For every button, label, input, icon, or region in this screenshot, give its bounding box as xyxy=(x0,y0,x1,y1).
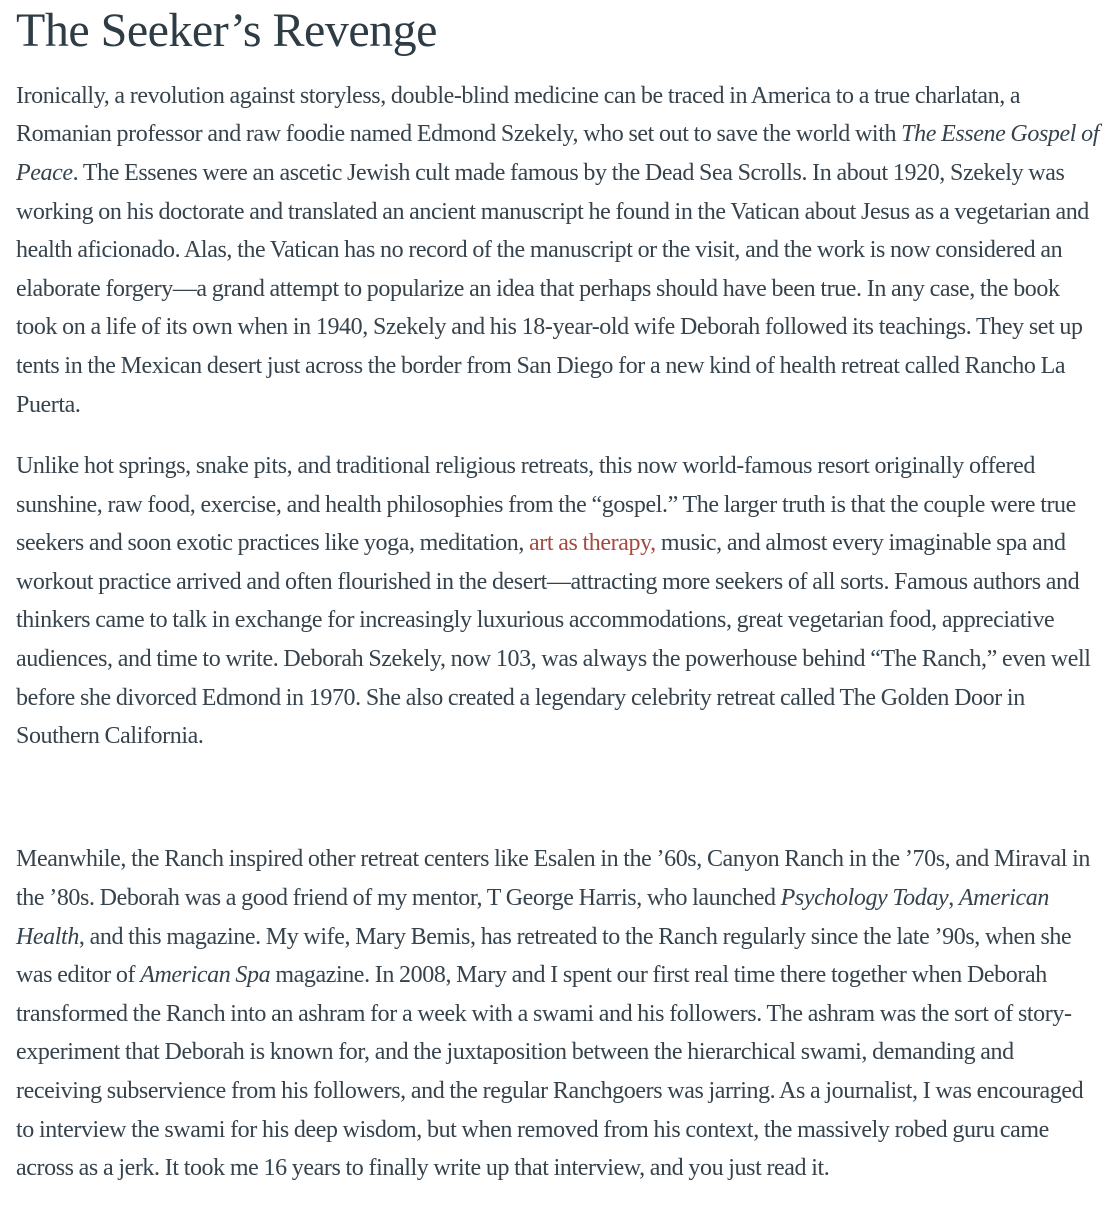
article-paragraph xyxy=(16,77,1099,424)
text-run: Ironically, a revolution against storyless, double-blind medicine can be traced in America to a true charlatan, a Romanian professor and raw foodie named Edmond Szekely, who set out to save the world with xyxy=(16,82,1021,148)
paragraph-break xyxy=(16,779,1099,818)
article-body xyxy=(16,77,1099,1188)
text-run: music, and almost every imaginable spa and workout practice arrived and often flourished in the desert—attracting more seekers of all sorts. Famous authors and thinkers came to talk in exchange for increasingly luxurious accommodations, great vegetarian food, appreciative audiences, and time to write. Deborah Szekely, now 103, was always the powerhouse behind “The Ranch,” even well before she divorced Edmond in 1970. She also created a legendary celebrity retreat called The Golden Door in Southern California. xyxy=(16,530,1091,750)
text-run: , xyxy=(948,885,959,912)
text-run: Unlike hot springs, snake pits, and traditional religious retreats, this now world-famous resort originally offered sunshine, raw food, exercise, and health philosophies from the “gospel.” The larger truth is that the couple were true seekers and soon exotic practices like yoga, meditation, xyxy=(16,453,1076,557)
article-paragraph xyxy=(16,840,1099,1187)
italic-text: American Spa xyxy=(140,962,271,989)
text-run: . The Essenes were an ascetic Jewish cult made famous by the Dead Sea Scrolls. In about 1920, Szekely was working on his doctorate and translated an ancient manuscript he found in the Vatican about Jesus as a vegetarian and health aficionado. Alas, the Vatican has no record of the manuscript or the visit, and the work is now considered an elaborate forgery—a grand attempt to popularize an idea that perhaps should have been true. In any case, the book took on a life of its own when in 1940, Szekely and his 18-year-old wife Deborah followed its teachings. They set up tents in the Mexican desert just across the border from San Diego for a new kind of health retreat called Rancho La Puerta. xyxy=(16,159,1089,418)
article-paragraph xyxy=(16,447,1099,756)
article-title: The Seeker’s Revenge xyxy=(16,4,437,57)
text-run: , and this magazine. My wife, Mary Bemis, has retreated to the Ranch regularly since the late ’90s, when she was editor of xyxy=(16,923,1072,989)
italic-text: American Health xyxy=(16,885,1050,950)
text-run: Meanwhile, the Ranch inspired other retreat centers like Esalen in the ’60s, Canyon Ranch in the ’70s, and Miraval in the ’80s. Deborah was a good friend of my mentor, T George Harris, who launched xyxy=(16,846,1091,912)
inline-link-art-as-therapy[interactable]: art as therapy, xyxy=(529,530,656,557)
text-run: magazine. In 2008, Mary and I spent our first real time there together when Deborah transformed the Ranch into an ashram for a week with a swami and his followers. The ashram was the sort of story-experiment that Deborah is known for, and the juxtaposition between the hierarchical swami, demanding and receiving subservience from his followers, and the regular Ranchgoers was jarring. As a journalist, I was encouraged to interview the swami for his deep wisdom, but when removed from his context, the massively robed guru came across as a jerk. It took me 16 years to finally write up that interview, and you just read it. xyxy=(16,962,1084,1182)
italic-text: The Essene Gospel of Peace xyxy=(16,121,1099,186)
italic-text: Psychology Today xyxy=(780,885,949,912)
